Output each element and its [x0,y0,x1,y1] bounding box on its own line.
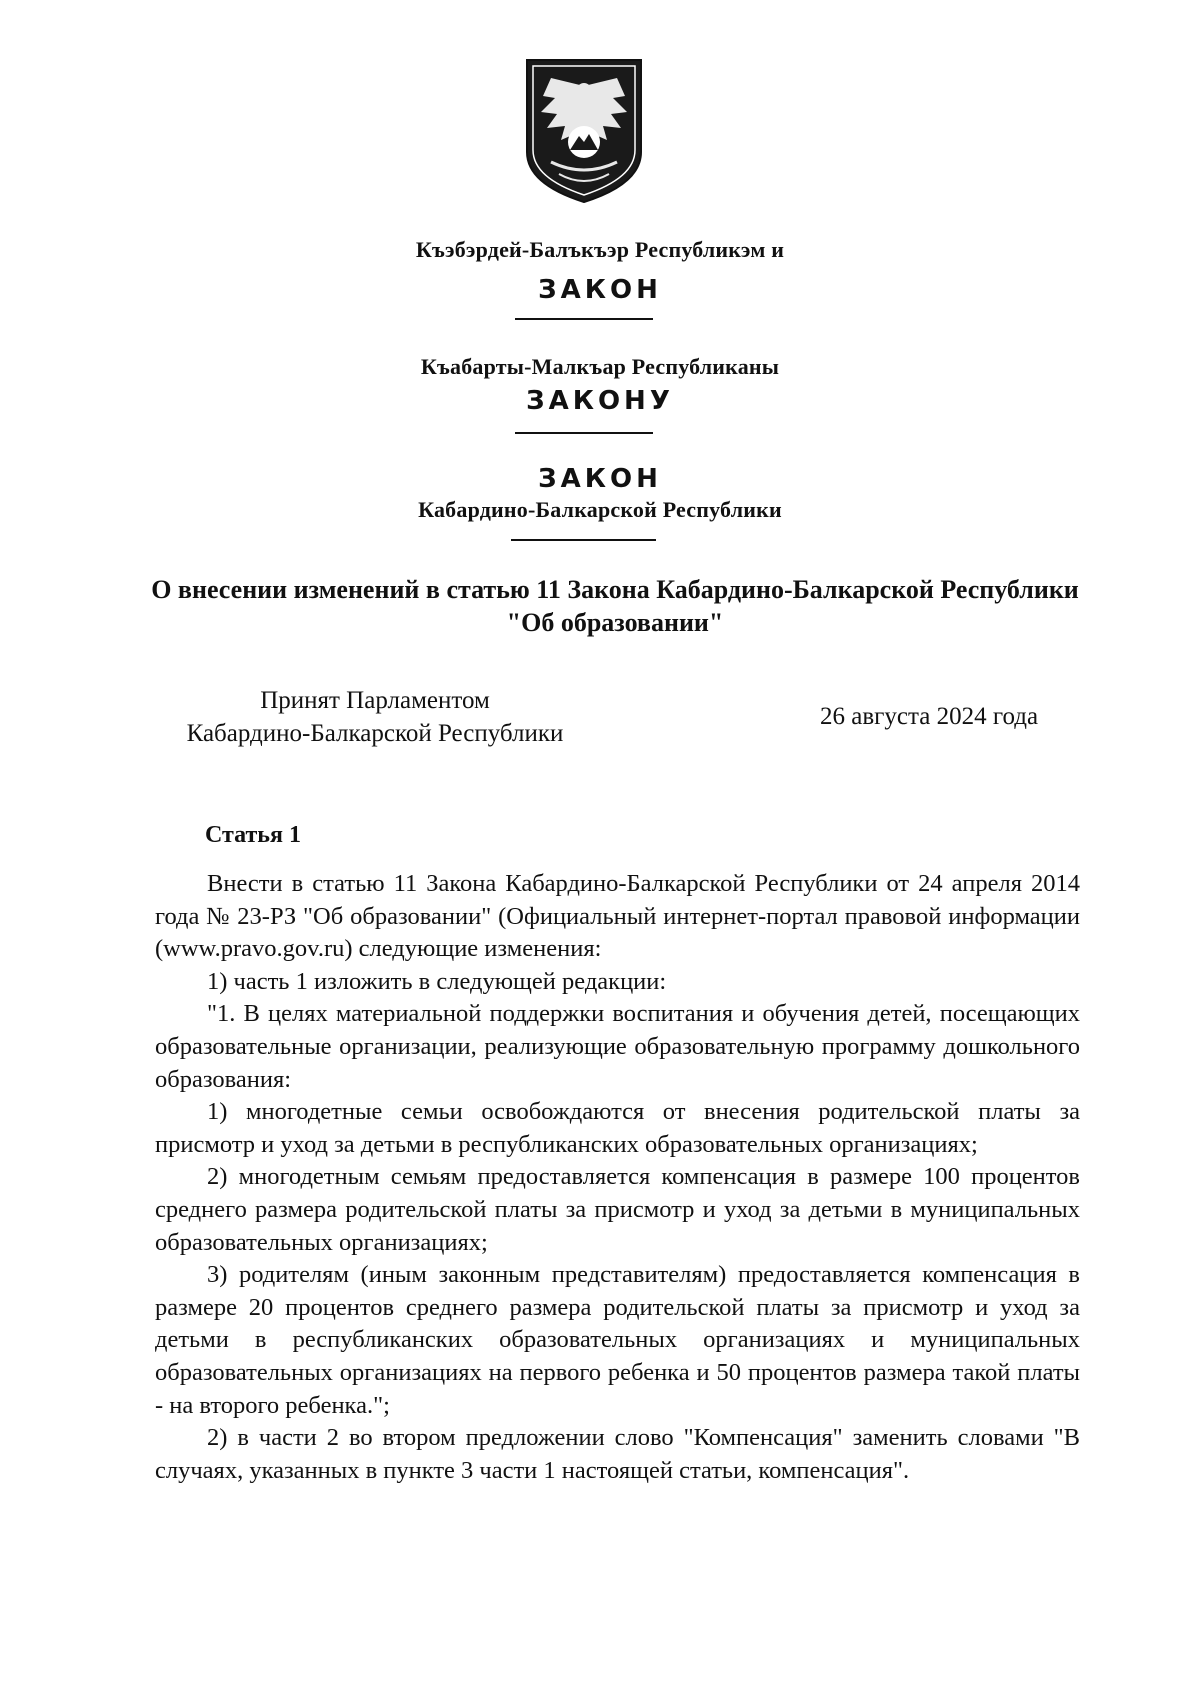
russian-law-word: ЗАКОН [538,464,662,494]
article-paragraph: Внести в статью 11 Закона Кабардино-Балкарской Республики от 24 апреля 2014 года № 23-РЗ "Об образовании" (Официальный интернет-портал правовой информации (www.pravo.gov.ru) следующие изменения: [155,870,1080,963]
coat-of-arms-emblem [521,56,647,204]
adoption-note [150,684,600,750]
article-paragraph: 2) многодетным семьям предоставляется компенсация в размере 100 процентов среднего размера родительской платы за присмотр и уход за детьми в муниципальных образовательных организациях; [155,1163,1080,1256]
article-paragraph: 1) часть 1 изложить в следующей редакции: [207,967,667,995]
balkar-republic-line: Къабарты-Малкъар Республиканы [420,354,780,379]
divider-2 [515,432,653,434]
article-paragraph: 2) в части 2 во втором предложении слово "Компенсация" заменить словами "В случаях, указанных в пункте 3 части 1 настоящей статьи, компенсация". [155,1424,1080,1484]
adoption-line-2: Кабардино-Балкарской Республики [186,720,564,747]
kabardian-law-word: ЗАКОН [538,275,662,305]
kabardian-republic-line: Къэбэрдей-Балъкъэр Республикэм и [415,237,785,262]
adoption-date: 26 августа 2024 года [820,703,1039,730]
article-paragraph: 1) многодетные семьи освобождаются от внесения родительской платы за присмотр и уход за детьми в республиканских образовательных организациях; [155,1098,1080,1158]
article-body [155,868,1080,1487]
article-paragraph: "1. В целях материальной поддержки воспитания и обучения детей, посещающих образовательные организации, реализующие образовательную программу дошкольного образования: [155,1000,1080,1093]
russian-republic-line: Кабардино-Балкарской Республики [418,497,782,522]
balkar-law-word: ЗАКОНУ [526,386,674,416]
divider-1 [515,318,653,320]
article-paragraph: 3) родителям (иным законным представителям) предоставляется компенсация в размере 20 процентов среднего размера родительской платы за присмотр и уход за детьми в республиканских образовательных организациях и муниципальных образовательных организациях на первого ребенка и 50 процентов размера такой платы - на второго ребенка."; [155,1261,1080,1419]
law-title: О внесении изменений в статью 11 Закона Кабардино-Балкарской Республики "Об образовании" [151,575,1079,637]
article-heading: Статья 1 [205,822,301,848]
divider-3 [511,539,656,541]
adoption-line-1: Принят Парламентом [260,687,490,714]
